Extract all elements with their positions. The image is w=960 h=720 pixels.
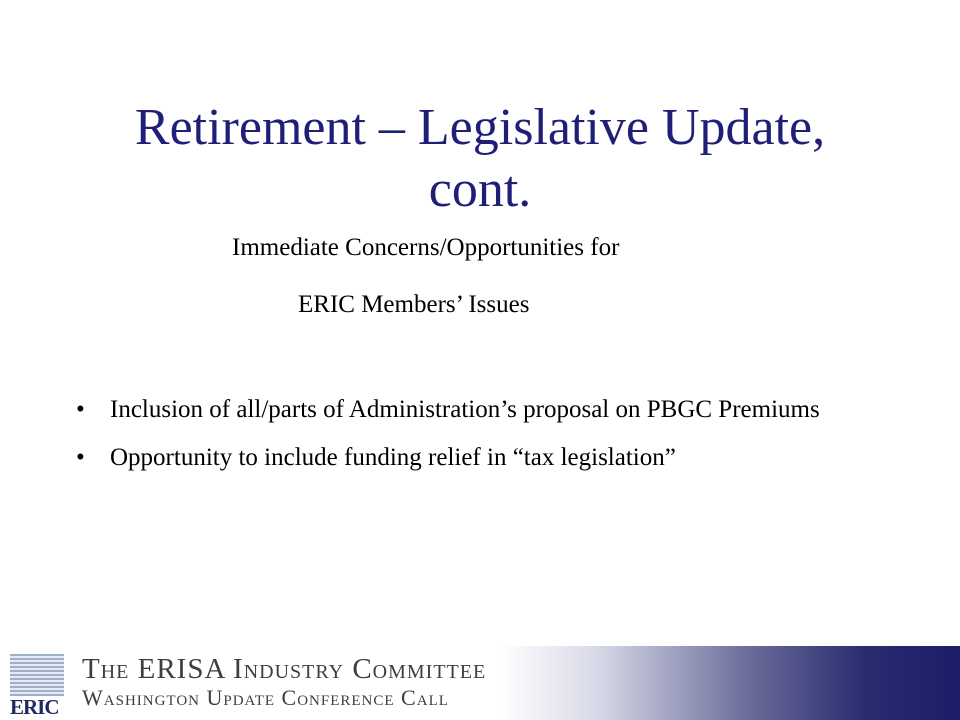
bullet-marker: • (76, 444, 85, 471)
slide-title-line1: Retirement – Legislative Update, (134, 98, 826, 156)
bullet-text: Inclusion of all/parts of Administration’s proposal on PBGC Premiums (110, 396, 820, 423)
slide-title (40, 97, 920, 221)
slide-title-line2: cont. (428, 160, 532, 218)
event-name: Washington Update Conference Call (82, 685, 449, 710)
bullet-item (76, 440, 876, 476)
bullet-text: Opportunity to include funding relief in “tax legislation” (110, 444, 676, 471)
org-name: The ERISA Industry Committee (82, 653, 487, 685)
eric-logo (10, 654, 64, 720)
logo-text: ERIC (10, 695, 59, 719)
logo-stripes-icon (10, 654, 64, 696)
bullet-marker: • (76, 396, 85, 423)
subheading-line2: ERIC Members’ Issues (298, 291, 530, 318)
bullet-item (76, 392, 876, 428)
subheading-line1: Immediate Concerns/Opportunities for (232, 234, 620, 261)
bullet-list (76, 392, 876, 488)
